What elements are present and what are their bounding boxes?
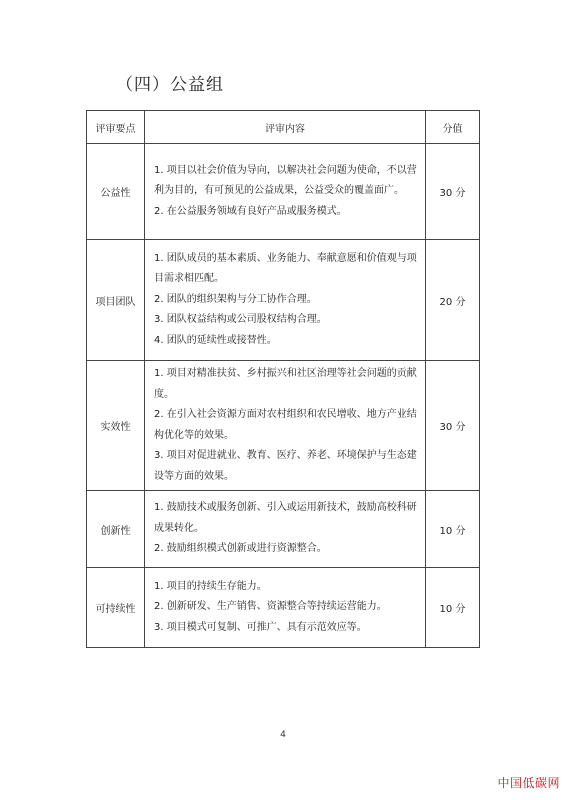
row-score: 30 分 <box>426 144 480 240</box>
review-criteria-table <box>86 110 480 648</box>
row-key: 创新性 <box>87 491 145 568</box>
row-key: 公益性 <box>87 144 145 240</box>
content-item: 3. 项目对促进就业、教育、医疗、养老、环境保护与生态建设等方面的效果。 <box>154 450 417 482</box>
header-score: 分值 <box>426 111 480 144</box>
section-title: （四）公益组 <box>116 75 224 95</box>
row-score: 10 分 <box>426 568 480 648</box>
content-item: 2. 在公益服务领域有良好产品或服务模式。 <box>154 205 347 217</box>
row-content <box>145 491 426 568</box>
row-content <box>145 240 426 361</box>
table-row <box>87 240 480 361</box>
row-content <box>145 144 426 240</box>
content-item: 1. 项目对精准扶贫、乡村振兴和社区治理等社会问题的贡献度。 <box>154 368 417 400</box>
row-key: 实效性 <box>87 361 145 491</box>
table-row <box>87 568 480 648</box>
content-item: 3. 项目模式可复制、可推广、具有示范效应等。 <box>154 621 367 633</box>
content-item: 2. 团队的组织架构与分工协作合理。 <box>154 293 317 305</box>
site-watermark: 中国低碳网 <box>497 776 560 790</box>
row-score: 10 分 <box>426 491 480 568</box>
row-score: 20 分 <box>426 240 480 361</box>
content-item: 1. 团队成员的基本素质、业务能力、奉献意愿和价值观与项目需求相匹配。 <box>154 252 417 285</box>
content-item: 1. 项目以社会价值为导向，以解决社会问题为使命，不以营利为目的，有可预见的公益成果，公益受众的覆盖面广。 <box>154 164 417 197</box>
page-number: 4 <box>280 730 286 740</box>
row-key: 可持续性 <box>87 568 145 648</box>
table-row <box>87 144 480 240</box>
row-score: 30 分 <box>426 361 480 491</box>
table-row <box>87 491 480 568</box>
row-content <box>145 361 426 491</box>
header-key: 评审要点 <box>87 111 145 144</box>
content-item: 1. 项目的持续生存能力。 <box>154 580 267 592</box>
header-content: 评审内容 <box>145 111 426 144</box>
content-item: 1. 鼓励技术或服务创新、引入或运用新技术，鼓励高校科研成果转化。 <box>154 502 417 534</box>
content-item: 2. 鼓励组织模式创新或进行资源整合。 <box>154 543 327 555</box>
content-item: 3. 团队权益结构或公司股权结构合理。 <box>154 314 327 326</box>
table-header-row <box>87 111 480 144</box>
content-item: 2. 创新研发、生产销售、资源整合等持续运营能力。 <box>154 601 387 613</box>
content-item: 4. 团队的延续性或接替性。 <box>154 334 277 346</box>
row-content <box>145 568 426 648</box>
row-key: 项目团队 <box>87 240 145 361</box>
table-row <box>87 361 480 491</box>
content-item: 2. 在引入社会资源方面对农村组织和农民增收、地方产业结构优化等的效果。 <box>154 409 417 441</box>
